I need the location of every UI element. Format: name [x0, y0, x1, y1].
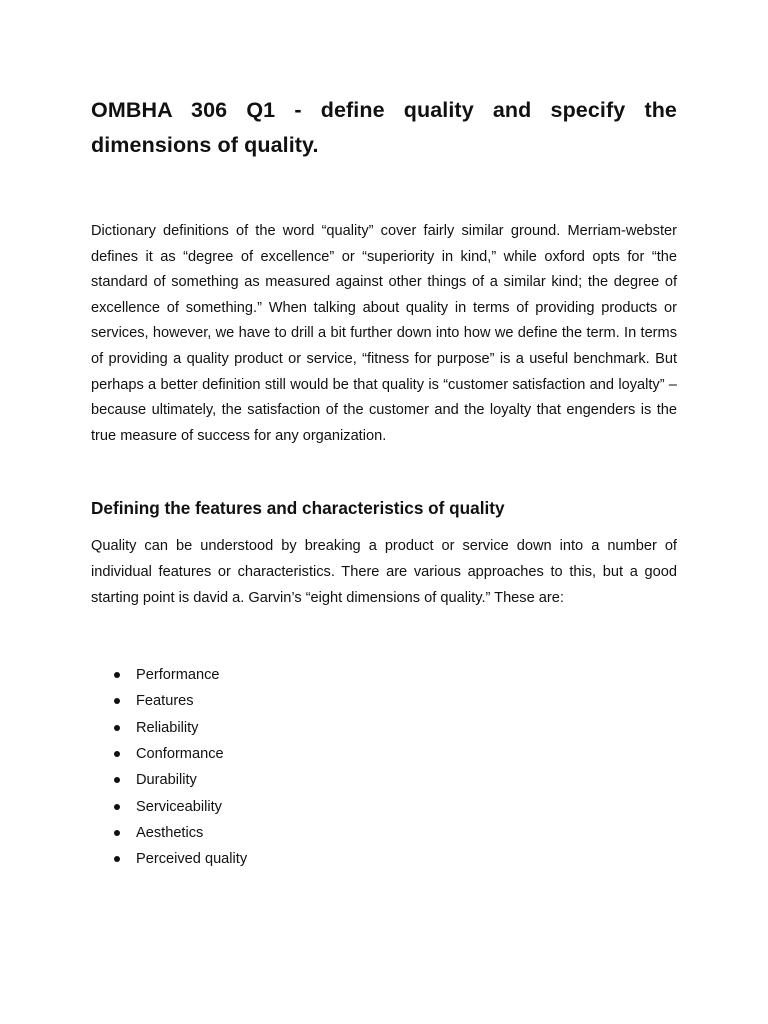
list-item-label: Serviceability [136, 798, 222, 815]
bullet-icon [114, 804, 120, 810]
list-item [91, 715, 677, 741]
section-heading: Defining the features and characteristics of quality [91, 498, 505, 519]
list-item [91, 846, 677, 872]
list-item-label: Conformance [136, 746, 224, 763]
list-item [91, 688, 677, 714]
intro-paragraph: Dictionary definitions of the word “quality” cover fairly similar ground. Merriam-webster defines it as “degree of excellence” or “superiority in kind,” while oxford opts for “the standard of something as measured against other things of a similar kind; the degree of excellence of something.” When talking about quality in terms of providing products or services, however, we have to drill a bit further down into how we define the term. In terms of providing a quality product or service, “fitness for purpose” is a useful benchmark. But perhaps a better definition still would be that quality is “customer satisfaction and loyalty” – because ultimately, the satisfaction of the customer and the loyalty that engenders is the true measure of success for any organization. [91, 223, 677, 444]
section-paragraph: Quality can be understood by breaking a product or service down into a number of individual features or characteristics. There are various approaches to this, but a good starting point is david a. Garvin’s “eight dimensions of quality.” These are: [91, 538, 677, 606]
document-page [91, 93, 677, 873]
bullet-icon [114, 698, 120, 704]
bullet-icon [114, 725, 120, 731]
list-item-label: Durability [136, 772, 197, 789]
list-item-label: Performance [136, 667, 220, 684]
bullet-icon [114, 856, 120, 862]
bullet-icon [114, 830, 120, 836]
list-item-label: Reliability [136, 719, 199, 736]
list-item-label: Perceived quality [136, 851, 248, 868]
bullet-icon [114, 672, 120, 678]
dimensions-list [91, 662, 677, 872]
list-item [91, 794, 677, 820]
list-item [91, 741, 677, 767]
list-item-label: Features [136, 693, 194, 710]
list-item [91, 767, 677, 793]
list-item [91, 820, 677, 846]
list-item-label: Aesthetics [136, 824, 204, 841]
list-item [91, 662, 677, 688]
bullet-icon [114, 751, 120, 757]
bullet-icon [114, 777, 120, 783]
document-title: OMBHA 306 Q1 - define quality and specify the dimensions of quality. [91, 98, 677, 157]
